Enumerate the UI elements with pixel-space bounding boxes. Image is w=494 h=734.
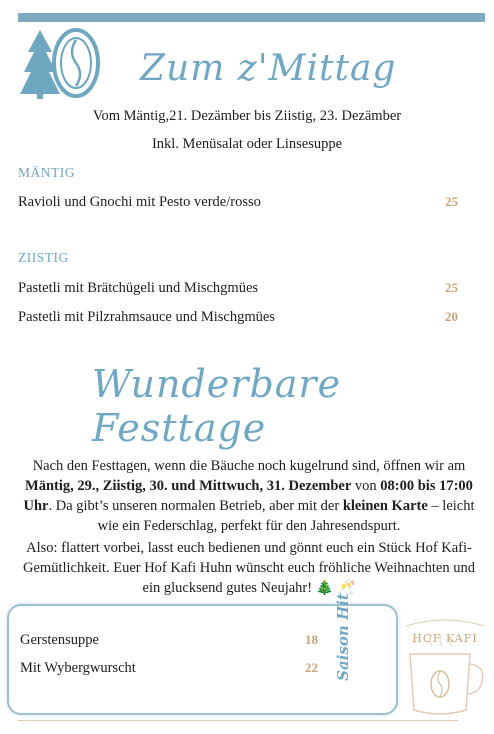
saison-item-price: 22 — [305, 660, 318, 675]
hof-kafi-cup-icon — [402, 612, 488, 722]
section-label-ziistig: ZIISTIG — [18, 250, 69, 265]
saison-item-name: Gerstensuppe — [20, 632, 99, 648]
holiday-dates: Mäntig, 29., Ziistig, 30. und Mittwuch, 31. Dezember — [25, 478, 352, 494]
menu-inclusive-note: Inkl. Menüsalat oder Linsesuppe — [151, 136, 343, 152]
holiday-small-menu: kleinen Karte — [342, 498, 428, 514]
holiday-text: Nach den Festtagen, wenn die Bäuche noch kugelrund sind, öffnen wir am — [32, 458, 466, 474]
saison-item-price: 18 — [305, 632, 318, 647]
menu-item-name: Pastetli mit Pilzrahmsauce und Mischgmües — [18, 309, 275, 325]
holiday-paragraph-1 — [18, 456, 480, 536]
section-label-mantig: MÄNTIG — [18, 165, 75, 180]
holiday-text: von — [351, 478, 381, 494]
date-range: Vom Mäntig,21. Dezämber bis Ziistig, 23. Dezämber — [92, 108, 402, 124]
saison-hit-label — [334, 593, 382, 702]
holiday-title: Wunderbare Festtage — [92, 362, 342, 450]
top-bar — [18, 13, 485, 22]
saison-hit-text: Saison Hit — [334, 593, 352, 681]
page-title: Zum z'Mittag — [140, 48, 397, 89]
brand-name: HOF KAFI — [412, 632, 478, 645]
holiday-text: – leicht wie ein Federschlag, perfekt für den Jahresendspurt. — [97, 498, 475, 534]
holiday-text: . Da gibt’s unseren normalen Betrieb, aber mit der — [48, 498, 343, 514]
hof-kafi-logo-icon — [18, 26, 102, 100]
menu-item-price: 25 — [445, 194, 458, 209]
holiday-hours: 08:00 bis 17:00 Uhr — [23, 478, 473, 514]
saison-item-name: Mit Wybergwurscht — [20, 660, 136, 676]
menu-item-price: 25 — [445, 280, 458, 295]
menu-item-price: 20 — [445, 309, 458, 324]
menu-item-name: Ravioli und Gnochi mit Pesto verde/rosso — [18, 194, 261, 210]
bottom-divider — [18, 720, 458, 721]
menu-item-name: Pastetli mit Brätchügeli und Mischgmües — [18, 280, 259, 296]
holiday-paragraph-2: Also: flattert vorbei, lasst euch bedienen und gönnt euch ein Stück Hof Kafi-Gemütlichkeit. Euer Hof Kafi Huhn wünscht euch fröhliche Weihnachten und ein glucksend gutes Neujahr! 🎄 🥂 — [23, 540, 475, 596]
